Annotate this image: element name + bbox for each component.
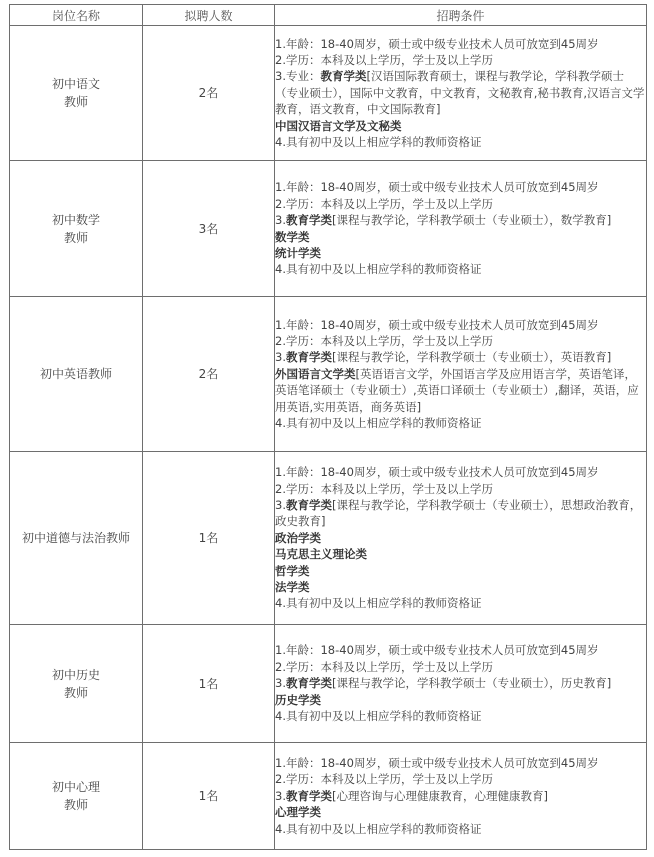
requirement-text: 1.年龄：18-40周岁，硕士或中级专业技术人员可放宽到45周岁: [275, 465, 599, 480]
position-name-line: 初中语文: [51, 77, 100, 91]
requirement-line: [275, 579, 646, 595]
hire-count-cell: 1名: [143, 452, 275, 625]
requirement-prefix: 3.: [275, 213, 286, 228]
requirement-text: 1.年龄：18-40周岁，硕士或中级专业技术人员可放宽到45周岁: [275, 36, 599, 51]
requirement-prefix: 3.: [275, 676, 286, 691]
requirement-text: 4.具有初中及以上相应学科的教师资格证: [275, 596, 482, 611]
requirement-text: 2.学历：本科及以上学历，学士及以上学历: [275, 772, 493, 787]
requirement-category: 法学类: [275, 580, 310, 595]
requirement-text: [课程与教学论，学科教学硕士（专业硕士），历史教育]: [331, 676, 612, 691]
requirement-text: 1.年龄：18-40周岁，硕士或中级专业技术人员可放宽到45周岁: [275, 180, 599, 195]
position-name-cell: [10, 26, 143, 161]
table-row: [10, 26, 647, 161]
requirements-cell: [275, 297, 647, 452]
hire-count-cell: 1名: [143, 743, 275, 850]
requirement-category: 数学类: [275, 229, 310, 244]
table-row: [10, 161, 647, 297]
position-name-line: 初中道德与法治教师: [21, 531, 130, 545]
requirement-line: [275, 821, 646, 837]
requirement-text: 4.具有初中及以上相应学科的教师资格证: [275, 416, 482, 431]
requirement-line: [275, 245, 646, 261]
requirement-text: 2.学历：本科及以上学历，学士及以上学历: [275, 659, 493, 674]
hire-count-cell: 2名: [143, 297, 275, 452]
requirement-prefix: 3.专业：: [275, 69, 321, 84]
requirement-text: 1.年龄：18-40周岁，硕士或中级专业技术人员可放宽到45周岁: [275, 317, 599, 332]
table-row: [10, 297, 647, 452]
requirement-line: [275, 771, 646, 787]
requirement-line: [275, 415, 646, 431]
table-body: [10, 26, 647, 850]
header-position: 岗位名称: [10, 5, 143, 26]
requirement-line: [275, 788, 646, 804]
requirement-prefix: 3.: [275, 350, 286, 365]
hire-count-cell: 2名: [143, 26, 275, 161]
requirement-text: 2.学历：本科及以上学历，学士及以上学历: [275, 52, 493, 67]
requirement-line: [275, 481, 646, 497]
requirement-category: 外国语言文学类: [275, 366, 356, 381]
requirement-line: [275, 595, 646, 611]
requirement-line: [275, 546, 646, 562]
requirement-category: 历史学类: [275, 692, 321, 707]
requirement-text: 1.年龄：18-40周岁，硕士或中级专业技术人员可放宽到45周岁: [275, 755, 599, 770]
requirement-line: [275, 755, 646, 771]
requirement-line: [275, 333, 646, 349]
requirement-line: [275, 659, 646, 675]
requirement-line: [275, 118, 646, 134]
position-name-cell: [10, 297, 143, 452]
requirement-line: [275, 366, 646, 415]
position-name-line: 初中英语教师: [39, 367, 112, 381]
hire-count-cell: 1名: [143, 625, 275, 743]
requirement-category: 教育学类: [285, 213, 332, 228]
requirement-line: [275, 464, 646, 480]
requirement-text: 4.具有初中及以上相应学科的教师资格证: [275, 821, 482, 836]
requirement-category: 政治学类: [275, 530, 321, 545]
position-name-cell: [10, 743, 143, 850]
position-name-line: 初中心理: [51, 780, 100, 794]
requirements-cell: [275, 625, 647, 743]
header-count: 拟聘人数: [143, 5, 275, 26]
requirement-text: 2.学历：本科及以上学历，学士及以上学历: [275, 196, 493, 211]
requirement-line: [275, 36, 646, 52]
requirement-line: [275, 229, 646, 245]
requirement-line: [275, 804, 646, 820]
table-row: [10, 743, 647, 850]
requirement-line: [275, 212, 646, 228]
requirement-text: [汉语国际教育硕士，课程与教学论，学科教学硕士（专业硕士），国际中文教育，中文教育，文秘教育,秘书教育,汉语言文学教育，语文教育，中文国际教育]: [275, 69, 645, 117]
requirement-line: [275, 261, 646, 277]
requirement-line: [275, 317, 646, 333]
requirement-line: [275, 642, 646, 658]
requirement-category: 统计学类: [275, 245, 321, 260]
requirement-line: [275, 52, 646, 68]
requirement-line: [275, 675, 646, 691]
requirements-cell: [275, 452, 647, 625]
requirement-prefix: 3.: [275, 497, 286, 512]
requirement-category: 教育学类: [320, 69, 367, 84]
requirement-line: [275, 530, 646, 546]
hire-count-cell: 3名: [143, 161, 275, 297]
requirements-cell: [275, 743, 647, 850]
requirement-category: 心理学类: [275, 805, 321, 820]
requirement-text: [课程与教学论，学科教学硕士（专业硕士），数学教育]: [331, 213, 612, 228]
requirement-text: [心理咨询与心理健康教育，心理健康教育]: [331, 788, 548, 803]
requirement-line: [275, 179, 646, 195]
requirements-cell: [275, 161, 647, 297]
requirement-line: [275, 134, 646, 150]
requirement-category: 教育学类: [285, 350, 332, 365]
position-name-line: 教师: [63, 95, 88, 109]
position-name-cell: [10, 452, 143, 625]
requirement-text: [课程与教学论，学科教学硕士（专业硕士），思想政治教育，政史教育]: [275, 497, 642, 529]
requirement-category: 中国汉语言文学及文秘类: [275, 118, 402, 133]
requirement-line: [275, 497, 646, 530]
requirement-prefix: 3.: [275, 788, 286, 803]
requirement-text: 4.具有初中及以上相应学科的教师资格证: [275, 135, 482, 150]
requirement-line: [275, 563, 646, 579]
table-header-row: [10, 5, 647, 26]
position-name-line: 教师: [63, 230, 88, 245]
requirement-category: 教育学类: [285, 788, 332, 803]
requirement-category: 教育学类: [285, 497, 332, 512]
requirements-cell: [275, 26, 647, 161]
requirement-text: 2.学历：本科及以上学历，学士及以上学历: [275, 333, 493, 348]
requirement-line: [275, 196, 646, 212]
recruitment-table: [9, 4, 647, 850]
position-name-line: 教师: [63, 798, 88, 812]
table-row: [10, 625, 647, 743]
requirement-text: 4.具有初中及以上相应学科的教师资格证: [275, 262, 482, 277]
requirement-text: 2.学历：本科及以上学历，学士及以上学历: [275, 481, 493, 496]
requirement-text: [英语语言文学，外国语言学及应用语言学，英语笔译，英语笔译硕士（专业硕士）,英语口译硕士（专业硕士）,翻译，英语，应用英语,实用英语，商务英语]: [275, 366, 639, 414]
requirement-category: 哲学类: [275, 563, 310, 578]
requirement-line: [275, 68, 646, 117]
table-row: [10, 452, 647, 625]
position-name-cell: [10, 625, 143, 743]
requirement-category: 教育学类: [285, 676, 332, 691]
requirement-text: [课程与教学论，学科教学硕士（专业硕士），英语教育]: [331, 350, 612, 365]
position-name-cell: [10, 161, 143, 297]
position-name-line: 初中历史: [51, 667, 100, 682]
requirement-text: 1.年龄：18-40周岁，硕士或中级专业技术人员可放宽到45周岁: [275, 643, 599, 658]
requirement-line: [275, 349, 646, 365]
requirement-line: [275, 692, 646, 708]
requirement-text: 4.具有初中及以上相应学科的教师资格证: [275, 709, 482, 724]
position-name-line: 初中数学: [51, 212, 100, 227]
position-name-line: 教师: [63, 685, 88, 700]
requirement-line: [275, 708, 646, 724]
requirement-category: 马克思主义理论类: [275, 547, 367, 562]
header-requirements: 招聘条件: [275, 5, 647, 26]
